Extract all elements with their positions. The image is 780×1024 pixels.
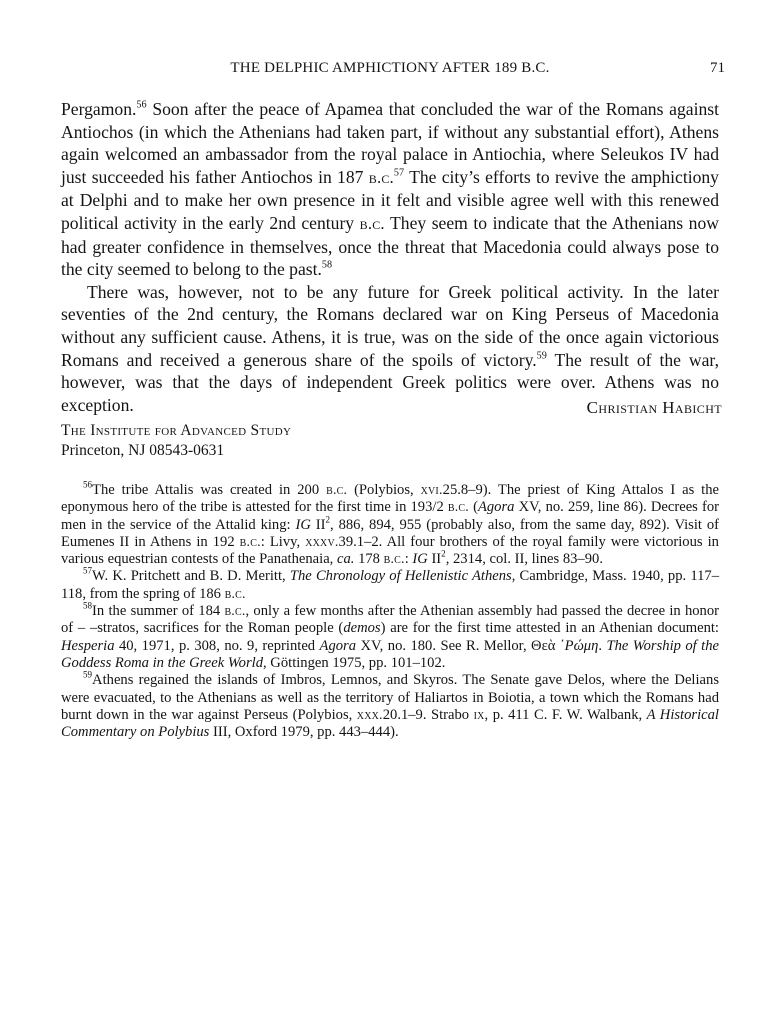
- italic-title: The Worship of the Goddess Roma in the Greek World: [61, 637, 719, 671]
- text-run: , Cambridge, Mass. 1940, pp. 117–118, from the spring of 186: [61, 568, 719, 602]
- text-run: 20.1–9. Strabo: [382, 706, 474, 723]
- footnote-ref-56[interactable]: 56: [136, 99, 147, 111]
- institution-name: The Institute for Advanced Study: [61, 422, 292, 439]
- paragraph-2: [61, 281, 719, 417]
- footnote-number: 59: [83, 669, 93, 680]
- text-run: There was, however, not to be any future for Greek political activity. In the later seventies of the 2nd century, the Romans declared war on King Perseus of Macedonia without any sufficient cause. Athens, it is true, was on the side of the once again victorious Romans and received a generous share of the spoils of victory.: [61, 281, 719, 370]
- text-run: : Livy,: [260, 533, 306, 550]
- text-run: In the summer of 184: [92, 603, 225, 620]
- text-run: , p. 411 C. F. W. Walbank,: [484, 706, 647, 723]
- italic-title: Agora: [319, 637, 357, 654]
- author-affiliation: [61, 421, 291, 460]
- book-numeral: xxx.: [356, 707, 383, 723]
- text-run: The tribe Attalis was created in 200: [92, 482, 327, 498]
- italic-title: Agora: [477, 499, 515, 516]
- italic-title: IG: [295, 516, 311, 533]
- text-run: Pergamon.: [61, 99, 137, 119]
- footnote-ref-59[interactable]: 59: [536, 350, 547, 362]
- footnote-56: [61, 479, 720, 568]
- text-run: , Göttingen 1975, pp. 101–102.: [263, 654, 446, 671]
- body-text: [61, 98, 719, 416]
- era-abbrev: b.c.: [326, 483, 348, 498]
- italic-title: Hesperia: [61, 637, 115, 654]
- italic-title: IG: [412, 551, 428, 568]
- era-abbrev: b.c.: [239, 534, 261, 550]
- edition-superscript: 2: [325, 514, 331, 525]
- era-abbrev: b.c.: [447, 500, 469, 516]
- text-run: ) are for the first time attested in an Athenian document:: [380, 620, 719, 637]
- footnote-59: [61, 669, 719, 741]
- page-number: 71: [710, 60, 725, 76]
- italic-greek: ῾Ρώμη: [559, 637, 599, 654]
- text-run: .: [598, 637, 607, 654]
- text-run: II: [310, 516, 326, 533]
- book-numeral: xxxv.: [305, 534, 339, 550]
- text-run: 39.1–2. All four brothers of the royal family were victorious in various equestrian contests of the Panathenaia,: [61, 533, 719, 568]
- text-run: 40, 1971, p. 308, no. 9, reprinted: [114, 637, 320, 654]
- text-run: 25.8–9). The priest of King Attalos I as the eponymous hero of the tribe is attested for the first time in 193/2: [61, 482, 720, 516]
- author-name: Christian Habicht: [586, 398, 722, 417]
- footnote-number: 57: [83, 565, 93, 576]
- footnote-57: [61, 565, 719, 603]
- page: [61, 0, 725, 1024]
- text-run: , only a few months after the Athenian assembly had passed the decree in honor of – –stratos, sacrifices for the Roman people (: [61, 603, 719, 637]
- text-run: XV, no. 180. See R. Mellor, Θεὰ: [356, 637, 560, 654]
- running-head: [61, 60, 725, 82]
- book-numeral: ix: [473, 707, 485, 723]
- running-title: THE DELPHIC AMPHICTIONY AFTER 189 B.C.: [230, 60, 550, 76]
- era-abbrev: b.c.: [383, 552, 405, 568]
- text-run: :: [404, 551, 413, 568]
- text-run: II: [427, 551, 442, 568]
- footnote-number: 56: [83, 479, 93, 490]
- footnote-ref-57[interactable]: 57: [393, 167, 405, 179]
- text-run: Athens regained the islands of Imbros, Lemnos, and Skyros. The Senate gave Delos, where the Delians were evacuated, to the Athenians as well as the territory of Haliartos in Boiotia, a town which the Romans had burnt down in the war against Perseus (Polybios,: [61, 672, 719, 723]
- book-numeral: xvi.: [420, 483, 443, 498]
- footnote-58: [61, 600, 719, 672]
- footnotes: [61, 479, 720, 741]
- era-abbrev: b.c.: [224, 586, 246, 602]
- text-run: (Polybios,: [347, 482, 421, 498]
- text-run: Soon after the peace of Apamea that concluded the war of the Romans against Antiochos (in which the Athenians had taken part, if without any substantial effort), Athens again welcomed an ambassador from the royal palace in Antiochia, where Seleukos IV had just succeeded his father Antiochos in 187: [61, 99, 719, 187]
- italic-title: A Historical Commentary on Polybius: [61, 706, 719, 741]
- text-run: The result of the war, however, was that the days of independent Greek politics were over. Athens was no exception.: [61, 349, 719, 415]
- italic-word: demos: [343, 620, 381, 637]
- institution-address: Princeton, NJ 08543-0631: [61, 441, 225, 459]
- italic-title: The Chronology of Hellenistic Athens: [289, 568, 512, 585]
- text-run: W. K. Pritchett and B. D. Meritt,: [92, 568, 290, 585]
- text-run: III, Oxford 1979, pp. 443–444).: [209, 724, 399, 741]
- footnote-ref-58[interactable]: 58: [321, 259, 333, 271]
- text-run: 178: [354, 551, 384, 568]
- text-run: , 2314, col. II, lines 83–90.: [445, 551, 603, 568]
- footnote-number: 58: [83, 600, 93, 611]
- edition-superscript: 2: [441, 548, 446, 559]
- text-run: They seem to indicate that the Athenians now had greater confidence in themselves, once the threat that Macedonia could always pose to the city seemed to belong to the past.: [61, 212, 719, 280]
- text-run: The city’s efforts to revive the amphictiony at Delphi and to make her own presence in it felt and visible agree well with this renewed political activity in the early 2nd century: [61, 166, 719, 233]
- text-run: XV, no. 259, line 86). Decrees for men in the service of the Attalid king:: [61, 499, 720, 533]
- era-abbrev: b.c.: [368, 167, 394, 187]
- text-run: , 886, 894, 955 (probably also, from the same day, 892). Visit of Eumenes II in Athens in 192: [61, 516, 720, 550]
- paragraph-1: [61, 98, 719, 281]
- text-run: (: [468, 499, 478, 516]
- era-abbrev: b.c.: [359, 213, 385, 233]
- era-abbrev: b.c.: [224, 604, 246, 620]
- italic-abbrev: ca.: [336, 551, 355, 568]
